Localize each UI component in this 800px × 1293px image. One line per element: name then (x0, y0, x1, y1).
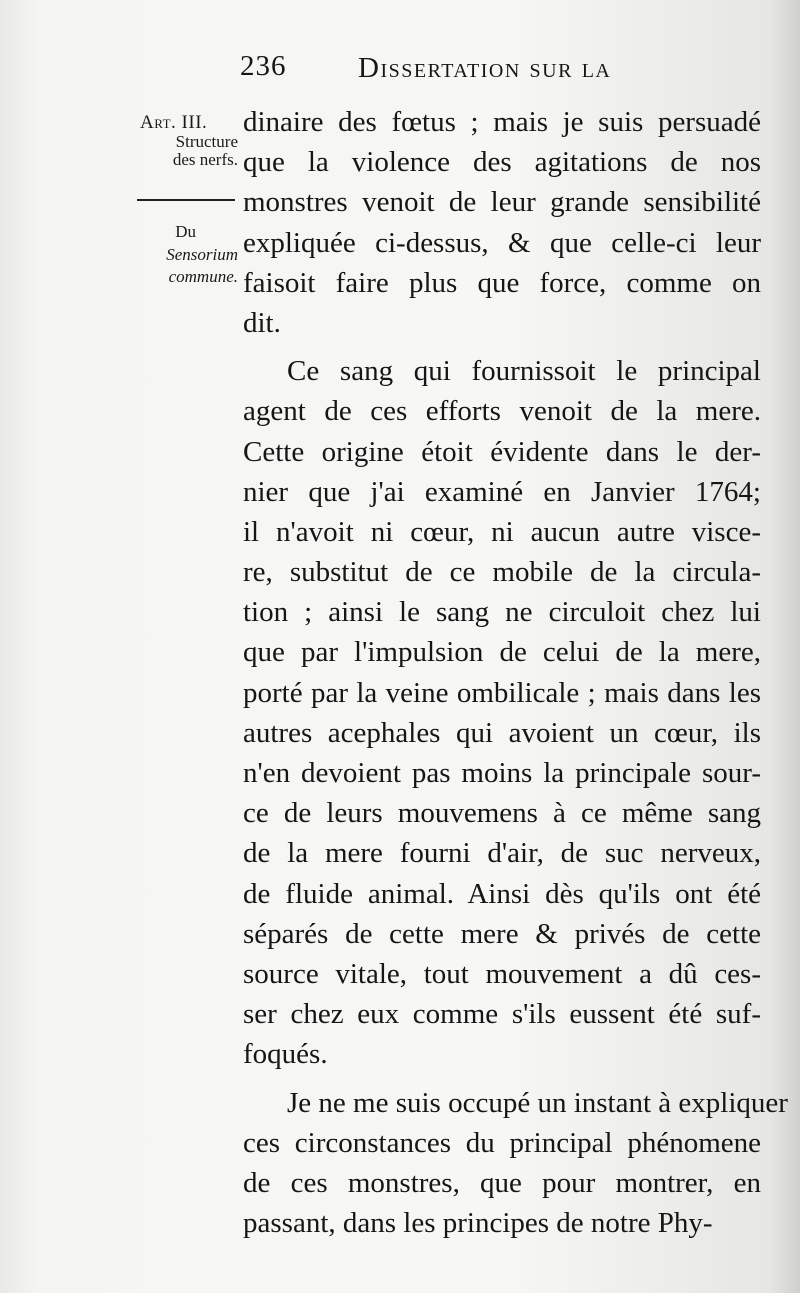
paragraph (243, 1083, 788, 1244)
text-line: Je ne me suis occupé un instant à expliquer (287, 1086, 788, 1119)
text-line: monstres venoit de leur grande sensibilité (243, 186, 761, 219)
margin-structure-line2: des nerfs. (172, 150, 238, 169)
text-line: de la mere fourni d'air, de suc nerveux, (243, 837, 761, 870)
margin-structure-line1: Structure (175, 132, 238, 151)
text-line: ce de leurs mouvemens à ce même sang (243, 797, 761, 830)
margin-sensorium-line2: commune. (168, 267, 238, 286)
text-line: il n'avoit ni cœur, ni aucun autre visce- (243, 515, 761, 548)
text-line: nier que j'ai examiné en Janvier 1764; (243, 475, 761, 508)
text-line: que la violence des agitations de nos (243, 146, 761, 179)
margin-du: Du (175, 222, 196, 241)
margin-sensorium-note (126, 244, 238, 288)
margin-sensorium-line1: Sensorium (166, 245, 238, 264)
paragraph-gap (243, 1075, 761, 1083)
text-line: Ce sang qui fournissoit le principal (287, 355, 761, 388)
text-line: autres acephales qui avoient un cœur, ils (243, 716, 761, 749)
paragraph-gap (243, 343, 761, 351)
margin-divider (137, 199, 235, 201)
text-line: que par l'impulsion de celui de la mere, (243, 636, 761, 669)
text-line: n'en devoient pas moins la principale sour- (243, 757, 761, 789)
text-line: source vitale, tout mouvement a dû ces- (243, 957, 761, 990)
text-line: re, substitut de ce mobile de la circula- (243, 556, 761, 589)
paragraph (243, 351, 761, 1074)
page-number: 236 (240, 50, 287, 82)
text-line: de fluide animal. Ainsi dès qu'ils ont été (243, 877, 761, 910)
text-line: ser chez eux comme s'ils eussent été suf- (243, 998, 761, 1031)
paragraph (243, 102, 761, 343)
text-line: porté par la veine ombilicale ; mais dans les (243, 676, 761, 709)
text-line: ces circonstances du principal phénomene (243, 1126, 761, 1159)
text-line: foqués. (243, 1038, 328, 1071)
text-line: tion ; ainsi le sang ne circuloit chez lui (243, 596, 761, 629)
running-title: Dissertation sur la (358, 52, 612, 84)
text-line: Cette origine étoit évidente dans le der- (243, 435, 761, 468)
text-line: séparés de cette mere & privés de cette (243, 917, 761, 950)
body-text (243, 102, 788, 1243)
text-line: passant, dans les principes de notre Phy- (243, 1207, 713, 1240)
margin-structure-note (140, 133, 238, 169)
text-line: expliquée ci-dessus, & que celle-ci leur (243, 226, 761, 259)
margin-article-label: Art. III. (140, 112, 208, 133)
text-line: dinaire des fœtus ; mais je suis persuadé (243, 106, 761, 138)
text-line: faisoit faire plus que force, comme on (243, 266, 761, 299)
text-line: de ces monstres, que pour montrer, en (243, 1166, 761, 1199)
text-line: agent de ces efforts venoit de la mere. (243, 395, 761, 428)
running-head (240, 50, 800, 90)
text-line: dit. (243, 306, 281, 339)
